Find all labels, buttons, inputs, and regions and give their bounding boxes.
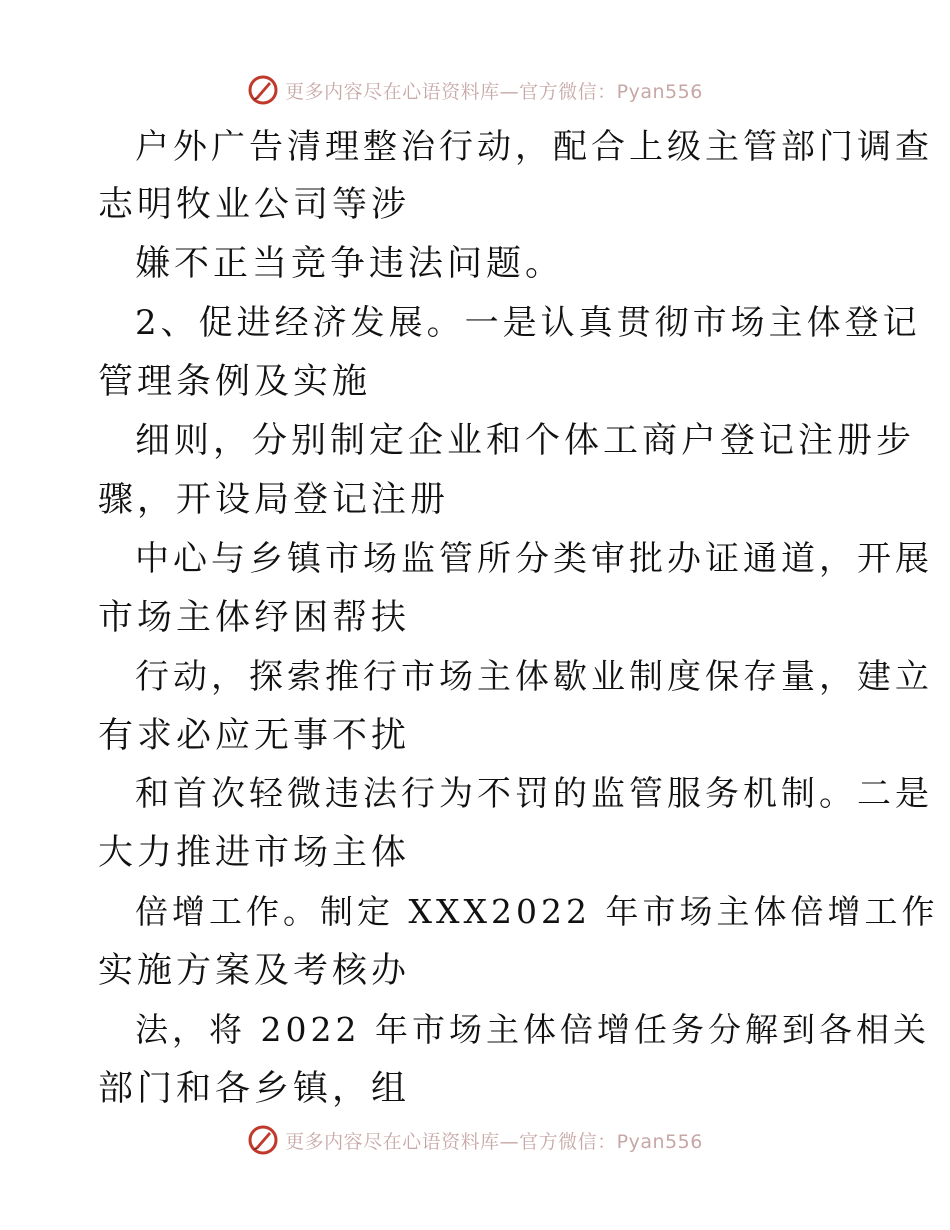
- body-line: 和首次轻微违法行为不罚的监管服务机制。二是: [135, 774, 933, 814]
- body-line: 嫌不正当竞争违法问题。: [135, 244, 565, 284]
- header-watermark: [0, 70, 950, 110]
- footer-banner-text: 更多内容尽在心语资料库—官方微信：Pyan556: [285, 1130, 703, 1153]
- body-line: 志明牧业公司等涉: [98, 185, 411, 225]
- body-line: 大力推进市场主体: [98, 833, 411, 873]
- body-line: 中心与乡镇市场监管所分类审批办证通道，开展: [135, 539, 933, 579]
- body-line: 市场主体纾困帮扶: [98, 598, 411, 638]
- quill-seal-icon: [247, 74, 279, 106]
- body-line: 倍增工作。制定 XXX2022 年市场主体倍增工作: [135, 892, 939, 931]
- body-line: 实施方案及考核办: [98, 951, 411, 991]
- body-line: 细则，分别制定企业和个体工商户登记注册步: [135, 421, 916, 461]
- body-line: 2、促进经济发展。一是认真贯彻市场主体登记: [135, 303, 921, 343]
- footer-watermark: [0, 1120, 950, 1160]
- body-line: 法，将 2022 年市场主体倍增任务分解到各相关: [135, 1010, 930, 1049]
- header-banner-text: 更多内容尽在心语资料库—官方微信：Pyan556: [285, 80, 703, 103]
- body-line: 管理条例及实施: [98, 362, 372, 402]
- body-line: 户外广告清理整治行动，配合上级主管部门调查: [135, 127, 933, 167]
- body-line: 部门和各乡镇，组: [98, 1069, 411, 1109]
- body-line: 骤，开设局登记注册: [98, 480, 450, 520]
- body-line: 有求必应无事不扰: [98, 716, 411, 756]
- quill-seal-icon: [247, 1124, 279, 1156]
- body-line: 行动，探索推行市场主体歇业制度保存量，建立: [135, 657, 933, 697]
